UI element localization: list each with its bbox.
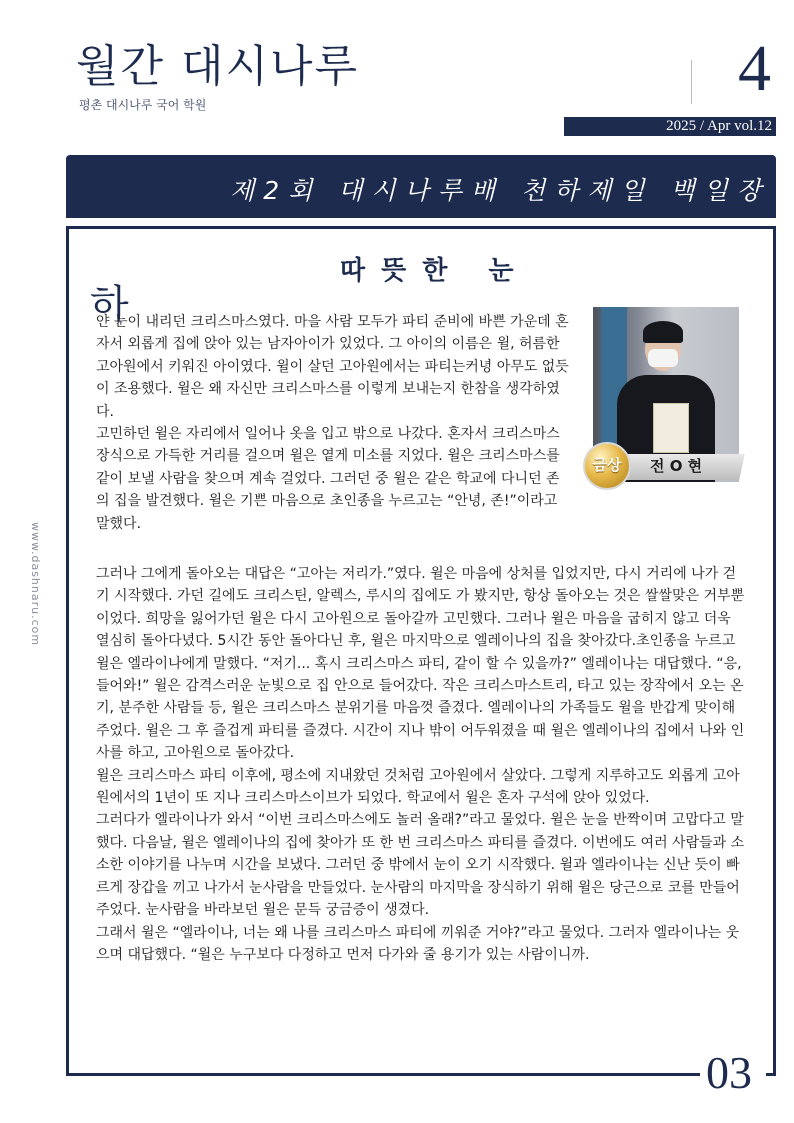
photo-person-mask: [648, 349, 678, 367]
award-winner-name: 전 O 현: [650, 457, 703, 475]
essay-intro: [96, 311, 570, 535]
section-banner-title: 제2회 대시나루배 천하제일 백일장: [230, 176, 770, 205]
date-volume-bar: 2025 / Apr vol.12: [564, 117, 776, 136]
body-paragraph: 그래서 윌은 “엘라이나, 너는 왜 나를 크리스마스 파티에 끼워준 거야?”라고 물었다. 그러자 엘라이나는 웃으며 대답했다. “윌은 누구보다 다정하고 먼저 다가와 줄 용기가 있는 사람이니까.: [96, 924, 740, 963]
photo-person-hair: [643, 321, 683, 343]
medal-label: 금상: [592, 456, 622, 474]
photo-certificate: [653, 403, 689, 453]
section-banner: [66, 155, 776, 218]
intro-paragraph: 얀 눈이 내리던 크리스마스였다. 마을 사람 모두가 파티 준비에 바쁜 가운데 혼자서 외롭게 집에 앉아 있는 남자아이가 있었다. 그 아이의 이름은 윌, 허름한 고아원에서 키워진 아이였다. 윌이 살던 고아원에서는 파티는커녕 아무도 없듯이 조용했다. 윌은 왜 자신만 크리스마스를 이렇게 보내는지 한참을 생각하였다.: [96, 314, 569, 420]
issue-number: 4: [738, 32, 771, 105]
magazine-subtitle: 평촌 대시나루 국어 학원: [79, 98, 207, 112]
side-website-url: www.dashnaru.com: [29, 522, 42, 647]
magazine-title: 월간 대시나루: [76, 41, 360, 92]
body-paragraph: 그러다가 엘라이나가 와서 “이번 크리스마스에도 놀러 올래?”라고 물었다. 윌은 눈을 반짝이며 고맙다고 말했다. 다음날, 윌은 엘레이나의 집에 찾아가 또 한 번 크리스마스 파티를 즐겼다. 이번에도 여러 사람들과 소소한 이야기를 나누며 시간을 보냈다. 그러던 중 밖에서 눈이 오기 시작했다. 윌과 엘라이나는 신난 듯이 빠르게 장갑을 끼고 나가서 눈사람을 만들었다. 눈사람의 마지막을 장식하기 위해 윌은 당근으로 코를 만들어 주었다. 눈사람을 바라보던 윌은 문득 궁금증이 생겼다.: [96, 812, 745, 919]
drop-cap: 하: [90, 282, 129, 328]
essay-body: [96, 563, 748, 966]
gold-medal-icon: [583, 442, 631, 490]
essay-title: 따뜻한 눈: [340, 256, 530, 286]
intro-paragraph: 고민하던 윌은 자리에서 일어나 옷을 입고 밖으로 나갔다. 혼자서 크리스마스 장식으로 가득한 거리를 걸으며 윌은 옅게 미소를 지었다. 윌은 크리스마스를 같이 보낼 사람을 찾으며 계속 걸었다. 그러던 중 윌은 같은 학교에 다니던 존의 집을 발견했다. 윌은 기쁜 마음으로 초인종을 누르고는 “안녕, 존!”이라고 말했다.: [96, 426, 560, 532]
issue-divider: [691, 60, 692, 104]
body-paragraph: 윌은 크리스마스 파티 이후에, 평소에 지내왔던 것처럼 고아원에서 살았다. 그렇게 지루하고도 외롭게 고아원에서의 1년이 또 지나 크리스마스이브가 되었다. 학교에서 윌은 혼자 구석에 앉아 있었다.: [96, 767, 740, 807]
page-number: 03: [706, 1047, 752, 1098]
body-paragraph: 그러나 그에게 돌아오는 대답은 “고아는 저리가.”였다. 윌은 마음에 상처를 입었지만, 다시 거리에 나가 걷기 시작했다. 가던 길에도 크리스틴, 알렉스, 루시의 집에도 가 봤지만, 항상 돌아오는 것은 쌀쌀맞은 거부뿐이었다. 희망을 잃어가던 윌은 다시 고아원으로 돌아갈까 고민했다. 그러나 윌은 마음을 굽히지 않고 더욱 열심히 돌아다녔다. 5시간 동안 돌아다닌 후, 윌은 마지막으로 엘레이나의 집을 찾아갔다.초인종을 누르고 윌은 엘라이나에게 말했다. “저기... 혹시 크리스마스 파티, 같이 할 수 있을까?” 엘레이나는 대답했다. “응, 들어와!” 윌은 감격스러운 눈빛으로 집 안으로 들어갔다. 작은 크리스마스트리, 타고 있는 장작에서 오는 온기, 분주한 사람들 등, 윌은 크리스마스 분위기를 마음껏 즐겼다. 엘레이나의 가족들도 윌을 반갑게 맞이해 주었다. 윌은 그 후 즐겁게 파티를 즐겼다. 시간이 지나 밖이 어두워졌을 때 윌은 엘레이나의 집에서 나와 인사를 하고, 고아원으로 돌아갔다.: [96, 566, 745, 762]
